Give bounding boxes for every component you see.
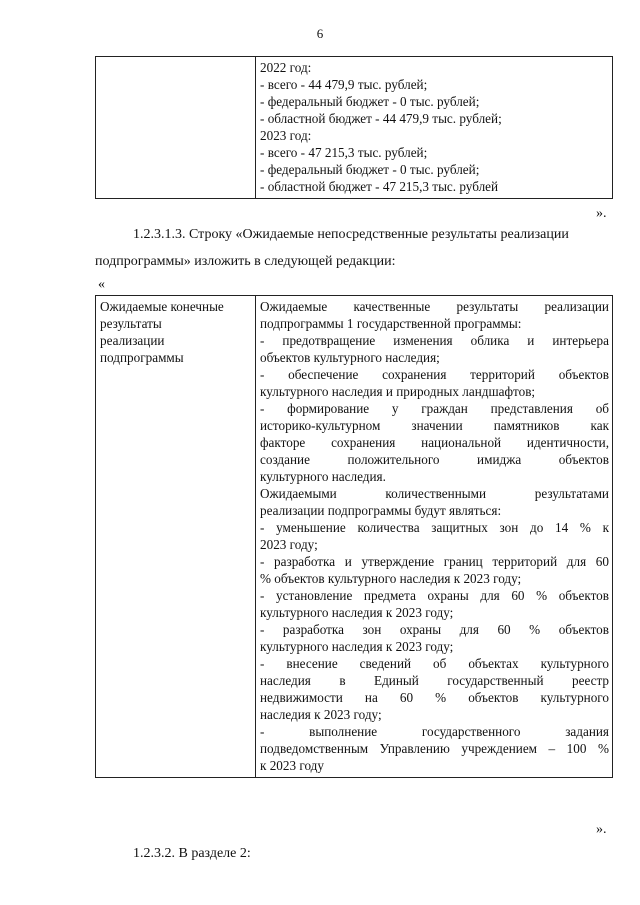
result-line: 2023 году; (260, 537, 318, 552)
result-line: Ожидаемые качественные результаты реализации (260, 299, 609, 314)
result-line: реализации подпрограммы будут являться: (260, 503, 502, 518)
funding-line: - областной бюджет - 44 479,9 тыс. рублей; (260, 111, 502, 126)
result-line: наследия в Единый государственный реестр (260, 673, 609, 688)
label-line: подпрограммы (100, 350, 184, 365)
instruction-line-1: 1.2.3.1.3. Строку «Ожидаемые непосредственные результаты реализации (133, 227, 569, 242)
result-line: недвижимости на 60 % объектов культурного (260, 690, 609, 705)
funding-line: 2023 год: (260, 128, 312, 143)
table1-closing-quote: ». (596, 206, 607, 221)
result-line: культурного наследия к 2023 году; (260, 605, 454, 620)
result-line: культурного наследия к 2023 году; (260, 639, 454, 654)
funding-line: - всего - 47 215,3 тыс. рублей; (260, 145, 428, 160)
result-line: - установление предмета охраны для 60 % объектов (260, 588, 609, 603)
result-line: культурного наследия и природных ландшафтов; (260, 384, 536, 399)
results-table-content-cell (256, 296, 613, 778)
label-line: реализации (100, 333, 165, 348)
result-line: - предотвращение изменения облика и интерьера (260, 333, 609, 348)
funding-line: - федеральный бюджет - 0 тыс. рублей; (260, 162, 480, 177)
result-line: создание положительного имиджа объектов (260, 452, 609, 467)
result-line: подведомственным Управлению учреждением – 100 % (260, 741, 609, 756)
result-line: культурного наследия. (260, 469, 386, 484)
label-line: результаты (100, 316, 162, 331)
results-table (95, 295, 613, 778)
result-line: - обеспечение сохранения территорий объектов (260, 367, 609, 382)
label-line: Ожидаемые конечные (100, 299, 224, 314)
funding-table (95, 56, 613, 199)
funding-table-left-cell (96, 57, 256, 199)
funding-line: - всего - 44 479,9 тыс. рублей; (260, 77, 428, 92)
funding-line: - областной бюджет - 47 215,3 тыс. рублей (260, 179, 499, 194)
funding-line: - федеральный бюджет - 0 тыс. рублей; (260, 94, 480, 109)
funding-table-right-cell (256, 57, 613, 199)
result-line: подпрограммы 1 государственной программы: (260, 316, 522, 331)
result-line: - разработка зон охраны для 60 % объектов (260, 622, 609, 637)
result-line: объектов культурного наследия; (260, 350, 440, 365)
result-line: к 2023 году (260, 758, 324, 773)
result-line: Ожидаемыми количественными результатами (260, 486, 609, 501)
table2-closing-quote: ». (596, 822, 607, 837)
result-line: - формирование у граждан представления об (260, 401, 609, 416)
instruction-line-2: подпрограммы» изложить в следующей редакции: (95, 254, 396, 269)
opening-quote: « (98, 277, 105, 292)
result-line: - внесение сведений об объектах культурного (260, 656, 609, 671)
result-line: наследия к 2023 году; (260, 707, 382, 722)
result-line: - выполнение государственного задания (260, 724, 609, 739)
results-table-label-cell (96, 296, 256, 778)
result-line: факторе сохранения национальной идентичности, (260, 435, 609, 450)
result-line: % объектов культурного наследия к 2023 году; (260, 571, 522, 586)
section-heading: 1.2.3.2. В разделе 2: (133, 846, 251, 861)
page-number: 6 (316, 26, 324, 41)
result-line: - уменьшение количества защитных зон до 14 % к (260, 520, 609, 535)
result-line: - разработка и утверждение границ территорий для 60 (260, 554, 609, 569)
result-line: историко-культурном значении памятников как (260, 418, 609, 433)
funding-line: 2022 год: (260, 60, 312, 75)
